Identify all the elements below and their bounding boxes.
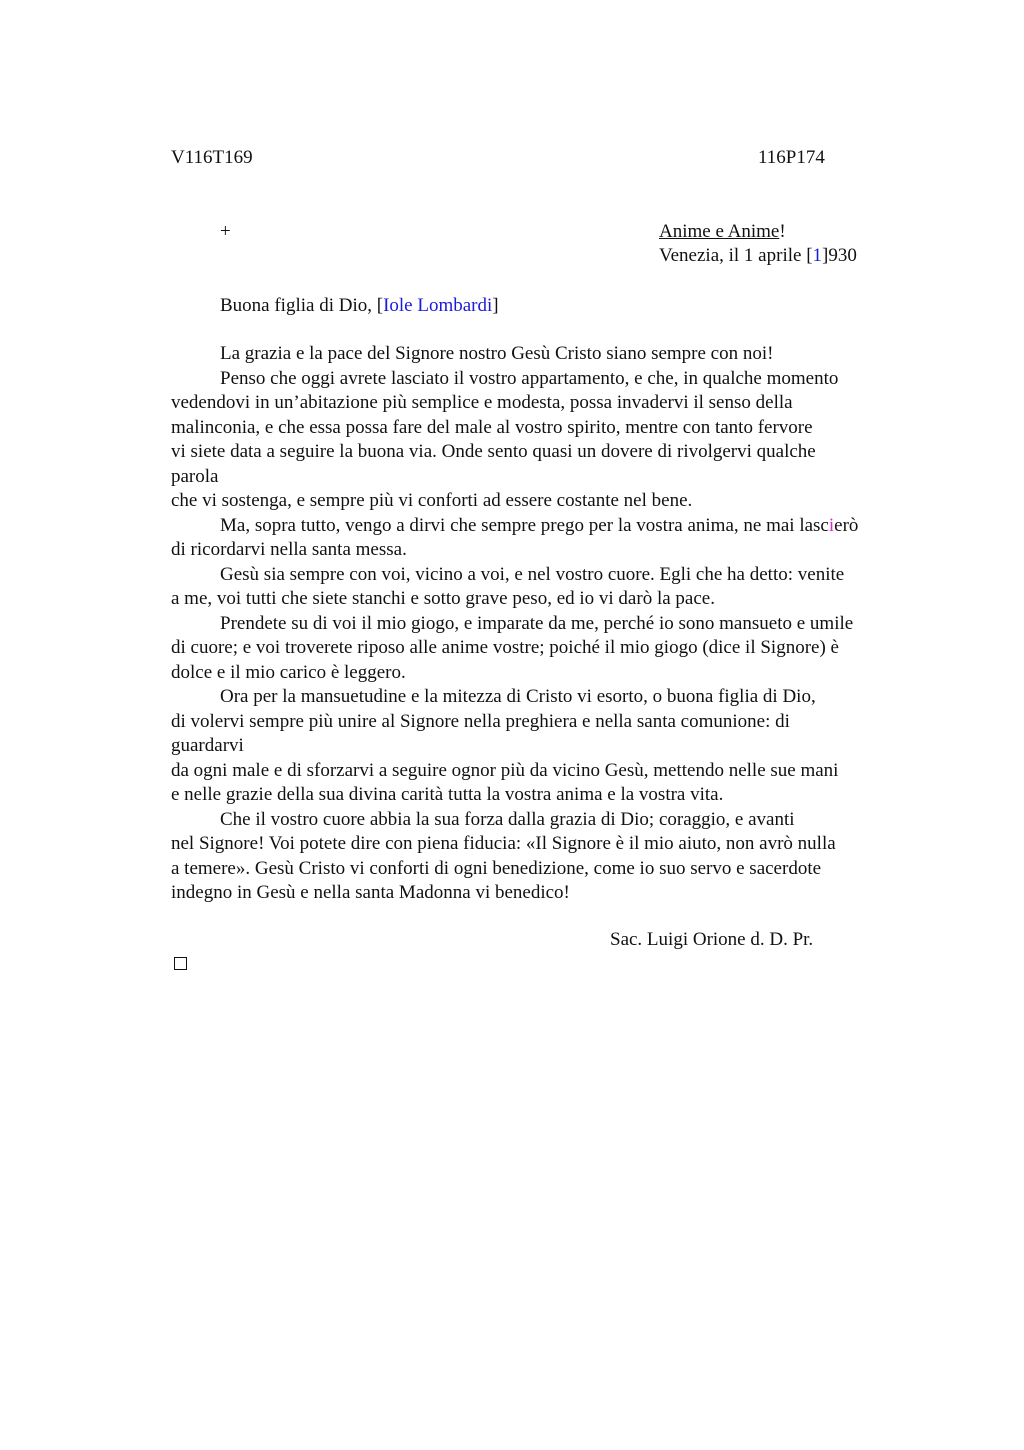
body-line: indegno in Gesù e nella santa Madonna vi benedico!: [171, 882, 570, 903]
motto-line: [659, 220, 857, 244]
body-line: Ora per la mansuetudine e la mitezza di Cristo vi esorto, o buona figlia di Dio,: [220, 686, 816, 707]
body-line: parola: [171, 465, 219, 487]
body-line: La grazia e la pace del Signore nostro Gesù Cristo siano sempre con noi!: [220, 343, 774, 364]
document-code-right: 116P174: [758, 147, 825, 168]
body-line: e nelle grazie della sua divina carità tutta la vostra anima e la vostra vita.: [171, 784, 724, 805]
date-bracket-open: [: [806, 245, 813, 266]
body-line: da ogni male e di sforzarvi a seguire ognor più da vicino Gesù, mettendo nelle sue mani: [171, 759, 839, 781]
body-line: Penso che oggi avrete lasciato il vostro appartamento, e che, in qualche momento: [220, 367, 839, 389]
body-line: Prendete su di voi il mio giogo, e imparate da me, perché io sono mansueto e umile: [220, 612, 854, 634]
date-prefix: Venezia, il 1 aprile: [659, 245, 807, 266]
date-year-rest: 930: [828, 245, 857, 266]
date-bracket-close: ]: [822, 245, 829, 266]
body-line: Che il vostro cuore abbia la sua forza dalla grazia di Dio; coraggio, e avanti: [220, 808, 795, 830]
body-text: erò: [834, 514, 859, 536]
editorial-letter: i: [828, 514, 835, 536]
body-line: vedendovi in un’abitazione più semplice e modesta, possa invadervi il senso della: [171, 392, 793, 413]
body-line: vi siete data a seguire la buona via. Onde sento quasi un dovere di rivolgervi qualche: [171, 441, 816, 462]
salutation-prefix: Buona figlia di Dio, [: [220, 295, 384, 316]
document-code-left: V116T169: [171, 147, 253, 168]
recipient-name: Iole Lombardi: [383, 295, 493, 316]
body-line: a temere». Gesù Cristo vi conforti di ogni benedizione, come io suo servo e sacerdote: [171, 857, 822, 879]
body-line: Gesù sia sempre con voi, vicino a voi, e nel vostro cuore. Egli che ha detto: venite: [220, 563, 845, 585]
motto-text: Anime e Anime: [659, 221, 780, 242]
letter-body: [171, 342, 931, 906]
heading-block: [659, 220, 857, 268]
body-line: a me, voi tutti che siete stanchi e sotto grave peso, ed io vi darò la pace.: [171, 588, 715, 609]
body-text: Ma, sopra tutto, vengo a dirvi che sempre prego per la vostra anima, ne mai lasc: [220, 514, 829, 536]
body-line: nel Signore! Voi potete dire con piena fiducia: «Il Signore è il mio aiuto, non avrò nulla: [171, 833, 836, 854]
salutation-suffix: ]: [492, 295, 499, 316]
signature: Sac. Luigi Orione d. D. Pr.: [610, 929, 814, 950]
body-line: guardarvi: [171, 735, 244, 756]
motto-suffix: !: [779, 221, 786, 242]
body-line: che vi sostenga, e sempre più vi conforti ad essere costante nel bene.: [171, 490, 693, 511]
end-box-icon: [174, 957, 187, 970]
body-line: di ricordarvi nella santa messa.: [171, 539, 407, 560]
body-line: malinconia, e che essa possa fare del male al vostro spirito, mentre con tanto fervore: [171, 416, 813, 438]
body-line: [171, 514, 931, 539]
salutation: [220, 294, 499, 318]
body-line: di volervi sempre più unire al Signore nella preghiera e nella santa comunione: di: [171, 710, 790, 732]
body-line: dolce e il mio carico è leggero.: [171, 661, 406, 683]
date-line: [659, 244, 857, 268]
body-line: di cuore; e voi troverete riposo alle anime vostre; poiché il mio giogo (dice il Signore) è: [171, 637, 839, 658]
date-editorial-digit: 1: [812, 245, 823, 266]
cross-symbol: +: [220, 221, 231, 242]
